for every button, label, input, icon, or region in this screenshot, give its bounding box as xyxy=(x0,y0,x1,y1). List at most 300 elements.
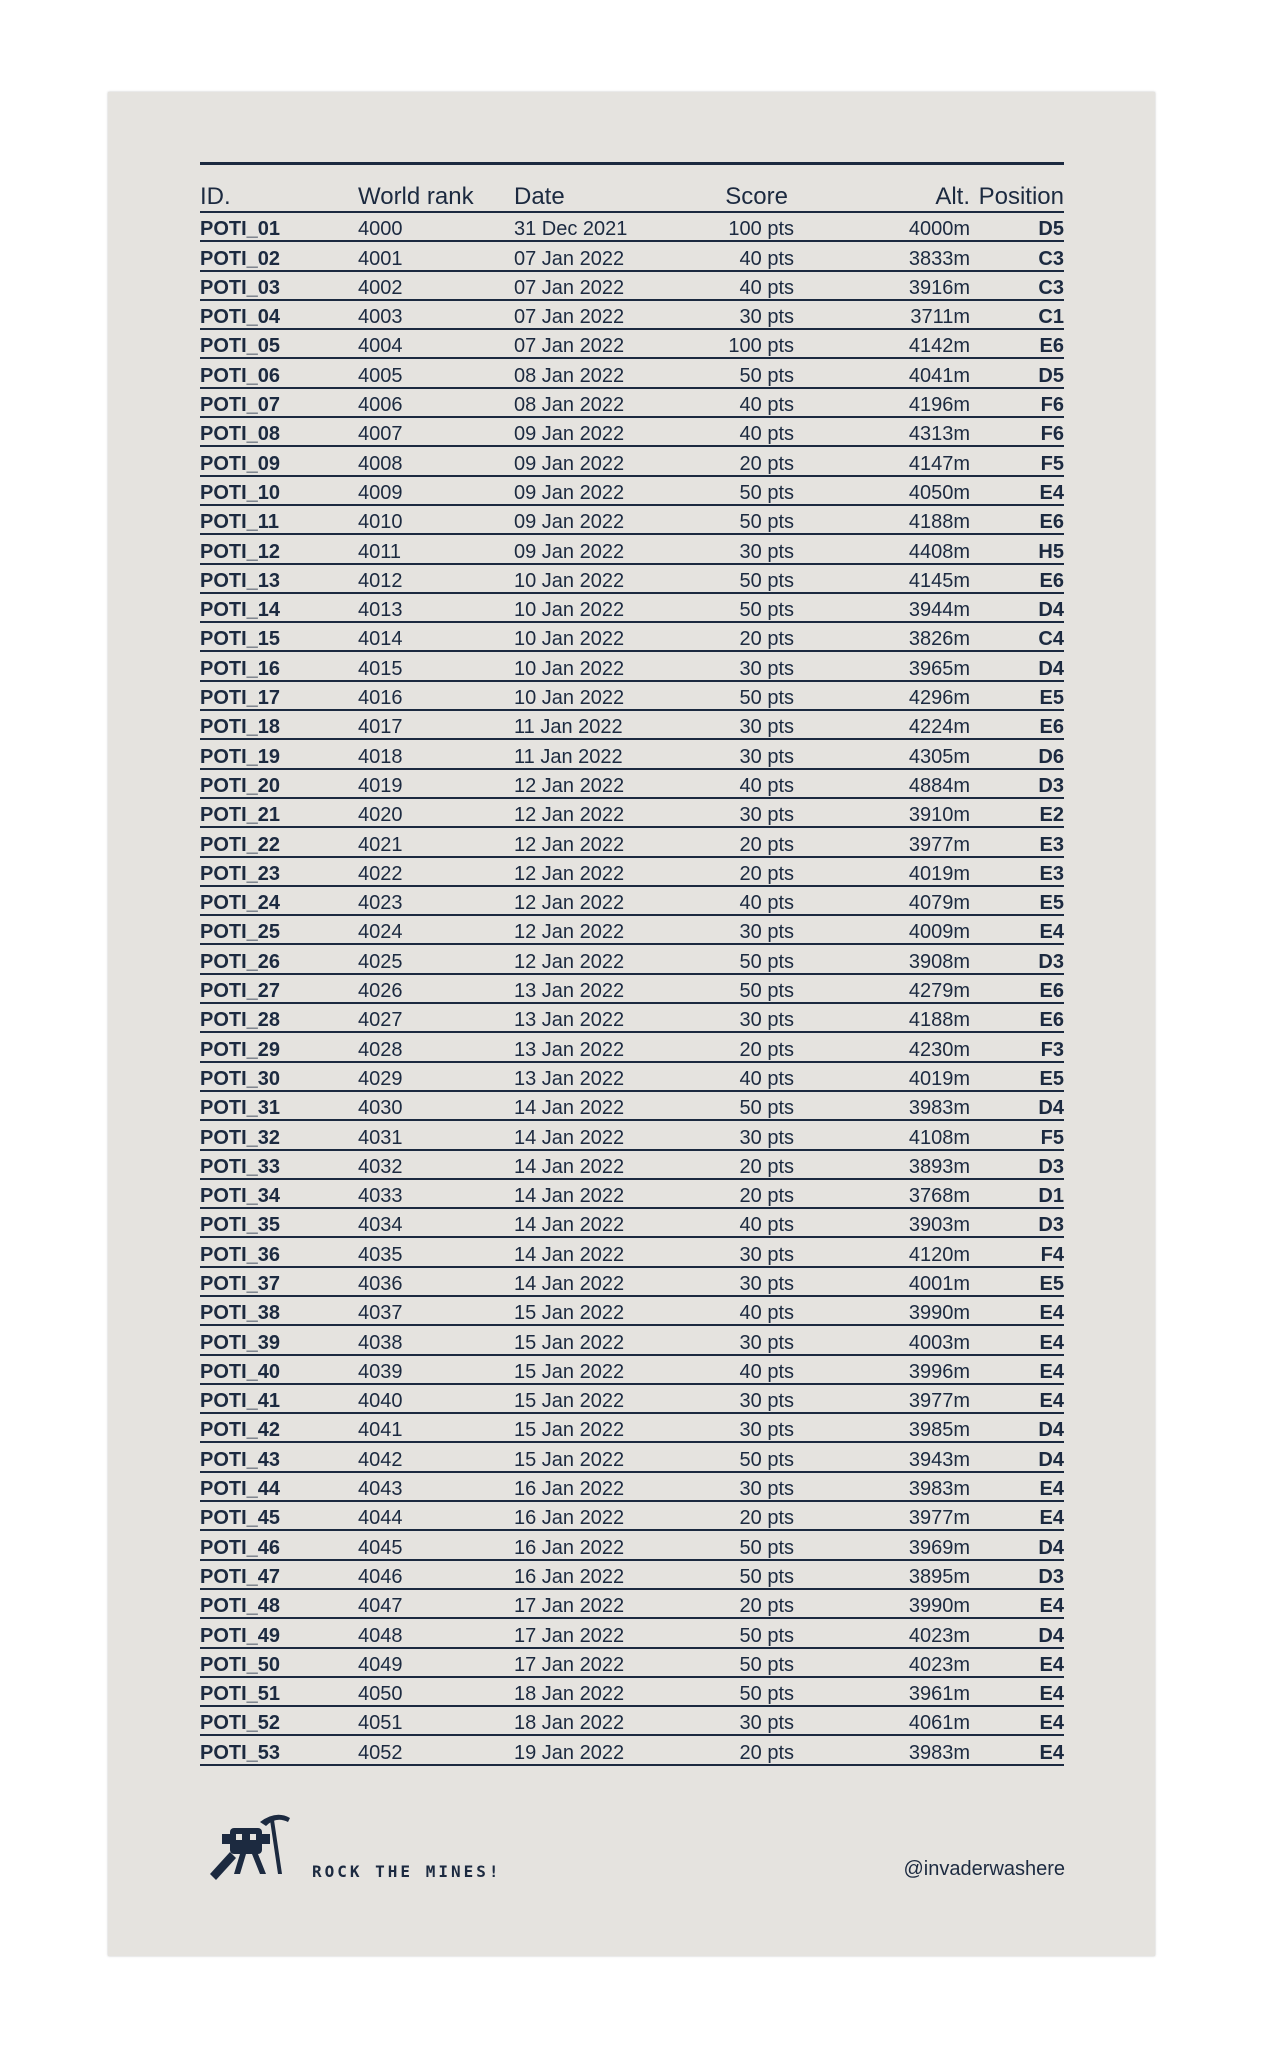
cell-date: 14 Jan 2022 xyxy=(514,1126,625,1149)
cell-score: 30 pts xyxy=(739,540,794,563)
cell-id: POTI_49 xyxy=(200,1624,281,1647)
cell-position: E6 xyxy=(1039,569,1064,592)
cell-world-rank: 4002 xyxy=(358,276,403,299)
cell-score: 20 pts xyxy=(739,1038,794,1061)
cell-date: 31 Dec 2021 xyxy=(514,218,628,241)
cell-date: 13 Jan 2022 xyxy=(514,1009,625,1032)
cell-id: POTI_41 xyxy=(200,1390,281,1413)
cell-world-rank: 4046 xyxy=(358,1565,403,1588)
cell-score: 40 pts xyxy=(739,276,794,299)
cell-world-rank: 4028 xyxy=(358,1038,403,1061)
cell-id: POTI_09 xyxy=(200,452,281,475)
table-row xyxy=(200,477,1064,506)
cell-alt: 4041m xyxy=(908,364,970,387)
table-row xyxy=(200,711,1064,740)
cell-alt: 4884m xyxy=(908,774,970,797)
cell-position: E4 xyxy=(1039,1390,1064,1413)
cell-position: C3 xyxy=(1038,247,1064,270)
cell-world-rank: 4026 xyxy=(358,980,403,1003)
cell-world-rank: 4029 xyxy=(358,1067,403,1090)
cell-date: 08 Jan 2022 xyxy=(514,394,625,417)
cell-date: 13 Jan 2022 xyxy=(514,1038,625,1061)
cell-world-rank: 4048 xyxy=(358,1624,403,1647)
cell-position: F4 xyxy=(1040,1243,1064,1266)
table-row xyxy=(200,799,1064,828)
cell-id: POTI_13 xyxy=(200,569,281,592)
table-row xyxy=(200,1151,1064,1180)
cell-world-rank: 4030 xyxy=(358,1097,403,1120)
table-row xyxy=(200,740,1064,769)
table-row xyxy=(200,1590,1064,1619)
cell-position: D4 xyxy=(1038,1419,1064,1442)
cell-world-rank: 4020 xyxy=(358,804,403,827)
cell-alt: 3977m xyxy=(908,833,970,856)
cell-position: F3 xyxy=(1040,1038,1064,1061)
cell-world-rank: 4041 xyxy=(358,1419,403,1442)
cell-alt: 3944m xyxy=(908,599,970,622)
cell-alt: 3977m xyxy=(908,1390,970,1413)
cell-alt: 4296m xyxy=(908,687,970,710)
cell-alt: 3826m xyxy=(908,628,970,651)
cell-alt: 3768m xyxy=(908,1185,970,1208)
table-row xyxy=(200,1649,1064,1678)
cell-position: E4 xyxy=(1039,1507,1064,1530)
cell-date: 09 Jan 2022 xyxy=(514,481,625,504)
cell-score: 50 pts xyxy=(739,364,794,387)
cell-alt: 4023m xyxy=(908,1653,970,1676)
cell-score: 20 pts xyxy=(739,833,794,856)
cell-score: 50 pts xyxy=(739,687,794,710)
cell-position: D5 xyxy=(1038,218,1064,241)
cell-id: POTI_03 xyxy=(200,276,281,299)
cell-alt: 4408m xyxy=(908,540,970,563)
cell-id: POTI_08 xyxy=(200,423,281,446)
table-row xyxy=(200,887,1064,916)
table-row xyxy=(200,1092,1064,1121)
cell-world-rank: 4016 xyxy=(358,687,403,710)
cell-date: 11 Jan 2022 xyxy=(514,716,623,739)
cell-world-rank: 4005 xyxy=(358,364,403,387)
cell-score: 20 pts xyxy=(739,1595,794,1618)
cell-position: E4 xyxy=(1039,1712,1064,1735)
table-row xyxy=(200,506,1064,535)
table-row xyxy=(200,652,1064,681)
cell-alt: 3985m xyxy=(908,1419,970,1442)
table-row xyxy=(200,1414,1064,1443)
table-row xyxy=(200,1473,1064,1502)
cell-world-rank: 4036 xyxy=(358,1272,403,1295)
cell-date: 07 Jan 2022 xyxy=(514,247,625,270)
cell-date: 10 Jan 2022 xyxy=(514,687,625,710)
cell-world-rank: 4038 xyxy=(358,1331,403,1354)
cell-date: 10 Jan 2022 xyxy=(514,599,625,622)
cell-id: POTI_37 xyxy=(200,1272,281,1295)
table-row xyxy=(200,1707,1064,1736)
cell-world-rank: 4001 xyxy=(358,247,403,270)
cell-alt: 3983m xyxy=(908,1741,970,1764)
cell-position: E6 xyxy=(1039,1009,1064,1032)
cell-alt: 3990m xyxy=(908,1595,970,1618)
cell-date: 15 Jan 2022 xyxy=(514,1448,625,1471)
cell-world-rank: 4012 xyxy=(358,569,403,592)
cell-score: 40 pts xyxy=(739,423,794,446)
cell-date: 14 Jan 2022 xyxy=(514,1214,625,1237)
cell-world-rank: 4000 xyxy=(358,218,403,241)
cell-world-rank: 4021 xyxy=(358,833,403,856)
cell-alt: 3893m xyxy=(908,1155,970,1178)
cell-id: POTI_17 xyxy=(200,687,281,710)
cell-score: 50 pts xyxy=(739,950,794,973)
cell-date: 16 Jan 2022 xyxy=(514,1478,625,1501)
footer-slogan: ROCK THE MINES! xyxy=(312,1862,502,1881)
cell-id: POTI_27 xyxy=(200,980,281,1003)
table-row xyxy=(200,1033,1064,1062)
cell-alt: 4305m xyxy=(908,745,970,768)
cell-alt: 3903m xyxy=(908,1214,970,1237)
cell-position: D3 xyxy=(1038,1565,1064,1588)
cell-world-rank: 4019 xyxy=(358,774,403,797)
table-row xyxy=(200,213,1064,242)
cell-id: POTI_28 xyxy=(200,1009,281,1032)
cell-score: 20 pts xyxy=(739,1155,794,1178)
table-row xyxy=(200,1619,1064,1648)
cell-alt: 4188m xyxy=(908,1009,970,1032)
cell-id: POTI_14 xyxy=(200,599,281,622)
cell-world-rank: 4018 xyxy=(358,745,403,768)
cell-date: 16 Jan 2022 xyxy=(514,1536,625,1559)
cell-id: POTI_07 xyxy=(200,394,281,417)
cell-position: D4 xyxy=(1038,599,1064,622)
cell-alt: 3908m xyxy=(908,950,970,973)
cell-score: 50 pts xyxy=(739,980,794,1003)
cell-score: 100 pts xyxy=(728,218,794,241)
table-row xyxy=(200,975,1064,1004)
cell-date: 12 Jan 2022 xyxy=(514,804,625,827)
cell-world-rank: 4006 xyxy=(358,394,403,417)
cell-date: 15 Jan 2022 xyxy=(514,1360,625,1383)
cell-world-rank: 4014 xyxy=(358,628,403,651)
cell-score: 50 pts xyxy=(739,1536,794,1559)
cell-world-rank: 4049 xyxy=(358,1653,403,1676)
cell-date: 12 Jan 2022 xyxy=(514,892,625,915)
cell-alt: 3965m xyxy=(908,657,970,680)
table-row xyxy=(200,1678,1064,1707)
cell-date: 15 Jan 2022 xyxy=(514,1331,625,1354)
cell-date: 17 Jan 2022 xyxy=(514,1653,625,1676)
cell-id: POTI_53 xyxy=(200,1741,281,1764)
cell-score: 20 pts xyxy=(739,452,794,475)
cell-id: POTI_46 xyxy=(200,1536,281,1559)
cell-score: 30 pts xyxy=(739,1272,794,1295)
score-table xyxy=(200,162,1064,1766)
cell-id: POTI_25 xyxy=(200,921,281,944)
cell-position: F6 xyxy=(1040,423,1064,446)
cell-alt: 4313m xyxy=(908,423,970,446)
cell-date: 16 Jan 2022 xyxy=(514,1565,625,1588)
cell-position: D4 xyxy=(1038,1448,1064,1471)
cell-date: 14 Jan 2022 xyxy=(514,1185,625,1208)
cell-id: POTI_20 xyxy=(200,774,281,797)
cell-id: POTI_10 xyxy=(200,481,281,504)
space-invader-pickaxe-icon xyxy=(200,1804,296,1890)
table-row xyxy=(200,828,1064,857)
cell-position: E4 xyxy=(1039,1331,1064,1354)
cell-alt: 4224m xyxy=(908,716,970,739)
cell-world-rank: 4004 xyxy=(358,335,403,358)
cell-score: 40 pts xyxy=(739,394,794,417)
cell-world-rank: 4003 xyxy=(358,306,403,329)
cell-world-rank: 4010 xyxy=(358,511,403,534)
cell-position: D4 xyxy=(1038,1536,1064,1559)
cell-score: 40 pts xyxy=(739,774,794,797)
cell-date: 12 Jan 2022 xyxy=(514,921,625,944)
cell-id: POTI_21 xyxy=(200,804,281,827)
cell-score: 50 pts xyxy=(739,1565,794,1588)
cell-score: 20 pts xyxy=(739,628,794,651)
table-row xyxy=(200,330,1064,359)
header-score: Score xyxy=(725,183,788,210)
table-row xyxy=(200,1356,1064,1385)
cell-position: E6 xyxy=(1039,335,1064,358)
cell-position: F5 xyxy=(1040,1126,1064,1149)
cell-world-rank: 4052 xyxy=(358,1741,403,1764)
cell-alt: 4050m xyxy=(908,481,970,504)
cell-world-rank: 4035 xyxy=(358,1243,403,1266)
cell-position: E3 xyxy=(1039,833,1064,856)
cell-alt: 4000m xyxy=(908,218,970,241)
cell-id: POTI_35 xyxy=(200,1214,281,1237)
cell-alt: 3977m xyxy=(908,1507,970,1530)
cell-position: E6 xyxy=(1039,511,1064,534)
cell-score: 20 pts xyxy=(739,1185,794,1208)
cell-position: F5 xyxy=(1040,452,1064,475)
cell-id: POTI_52 xyxy=(200,1712,281,1735)
table-row xyxy=(200,1561,1064,1590)
cell-score: 30 pts xyxy=(739,1712,794,1735)
cell-score: 30 pts xyxy=(739,804,794,827)
cell-id: POTI_48 xyxy=(200,1595,281,1618)
cell-alt: 3943m xyxy=(908,1448,970,1471)
cell-id: POTI_44 xyxy=(200,1478,281,1501)
cell-position: D3 xyxy=(1038,1214,1064,1237)
cell-id: POTI_47 xyxy=(200,1565,281,1588)
cell-alt: 4120m xyxy=(908,1243,970,1266)
cell-position: D3 xyxy=(1038,950,1064,973)
cell-position: F6 xyxy=(1040,394,1064,417)
table-row xyxy=(200,1736,1064,1765)
cell-date: 12 Jan 2022 xyxy=(514,774,625,797)
cell-position: D1 xyxy=(1038,1185,1064,1208)
cell-position: D4 xyxy=(1038,657,1064,680)
cell-score: 50 pts xyxy=(739,511,794,534)
table-row xyxy=(200,1531,1064,1560)
cell-id: POTI_40 xyxy=(200,1360,281,1383)
cell-position: E5 xyxy=(1039,1067,1064,1090)
table-body xyxy=(200,213,1064,1766)
cell-score: 20 pts xyxy=(739,862,794,885)
cell-id: POTI_29 xyxy=(200,1038,281,1061)
cell-date: 17 Jan 2022 xyxy=(514,1624,625,1647)
cell-id: POTI_33 xyxy=(200,1155,281,1178)
cell-alt: 3990m xyxy=(908,1302,970,1325)
table-row xyxy=(200,301,1064,330)
cell-date: 14 Jan 2022 xyxy=(514,1243,625,1266)
cell-score: 50 pts xyxy=(739,569,794,592)
cell-world-rank: 4043 xyxy=(358,1478,403,1501)
cell-position: E6 xyxy=(1039,980,1064,1003)
cell-world-rank: 4025 xyxy=(358,950,403,973)
cell-position: E4 xyxy=(1039,1683,1064,1706)
cell-date: 15 Jan 2022 xyxy=(514,1390,625,1413)
table-row xyxy=(200,1004,1064,1033)
table-row xyxy=(200,623,1064,652)
cell-world-rank: 4022 xyxy=(358,862,403,885)
header-alt: Alt. xyxy=(935,183,970,210)
cell-id: POTI_32 xyxy=(200,1126,281,1149)
cell-score: 40 pts xyxy=(739,892,794,915)
cell-alt: 3969m xyxy=(908,1536,970,1559)
cell-position: C3 xyxy=(1038,276,1064,299)
cell-position: E2 xyxy=(1039,804,1064,827)
table-row xyxy=(200,1121,1064,1150)
cell-position: D4 xyxy=(1038,1624,1064,1647)
table-row xyxy=(200,858,1064,887)
cell-world-rank: 4044 xyxy=(358,1507,403,1530)
cell-id: POTI_38 xyxy=(200,1302,281,1325)
cell-alt: 4001m xyxy=(908,1272,970,1295)
cell-position: E5 xyxy=(1039,1272,1064,1295)
cell-alt: 4019m xyxy=(908,862,970,885)
cell-id: POTI_15 xyxy=(200,628,281,651)
cell-date: 17 Jan 2022 xyxy=(514,1595,625,1618)
cell-id: POTI_11 xyxy=(200,511,279,534)
score-card xyxy=(108,92,1155,1956)
cell-id: POTI_50 xyxy=(200,1653,281,1676)
cell-id: POTI_39 xyxy=(200,1331,281,1354)
cell-date: 13 Jan 2022 xyxy=(514,1067,625,1090)
cell-score: 40 pts xyxy=(739,247,794,270)
cell-id: POTI_51 xyxy=(200,1683,281,1706)
cell-position: E6 xyxy=(1039,716,1064,739)
cell-score: 50 pts xyxy=(739,1097,794,1120)
cell-world-rank: 4042 xyxy=(358,1448,403,1471)
cell-position: D3 xyxy=(1038,774,1064,797)
cell-id: POTI_31 xyxy=(200,1097,281,1120)
cell-score: 40 pts xyxy=(739,1302,794,1325)
table-row xyxy=(200,1385,1064,1414)
cell-date: 10 Jan 2022 xyxy=(514,569,625,592)
cell-date: 18 Jan 2022 xyxy=(514,1683,625,1706)
cell-world-rank: 4033 xyxy=(358,1185,403,1208)
cell-id: POTI_23 xyxy=(200,862,281,885)
cell-alt: 4023m xyxy=(908,1624,970,1647)
cell-world-rank: 4047 xyxy=(358,1595,403,1618)
cell-date: 07 Jan 2022 xyxy=(514,306,625,329)
cell-alt: 4108m xyxy=(908,1126,970,1149)
cell-alt: 4196m xyxy=(908,394,970,417)
cell-position: D3 xyxy=(1038,1155,1064,1178)
cell-score: 30 pts xyxy=(739,1243,794,1266)
cell-score: 20 pts xyxy=(739,1741,794,1764)
cell-alt: 4142m xyxy=(908,335,970,358)
cell-alt: 3961m xyxy=(908,1683,970,1706)
table-row xyxy=(200,1502,1064,1531)
cell-world-rank: 4039 xyxy=(358,1360,403,1383)
table-header xyxy=(200,165,1064,213)
table-row xyxy=(200,565,1064,594)
table-row xyxy=(200,1180,1064,1209)
cell-score: 30 pts xyxy=(739,745,794,768)
table-row xyxy=(200,535,1064,564)
cell-world-rank: 4045 xyxy=(358,1536,403,1559)
cell-date: 16 Jan 2022 xyxy=(514,1507,625,1530)
footer-handle: @invaderwashere xyxy=(903,1858,1065,1880)
cell-alt: 3996m xyxy=(908,1360,970,1383)
table-row xyxy=(200,594,1064,623)
cell-alt: 4188m xyxy=(908,511,970,534)
cell-world-rank: 4040 xyxy=(358,1390,403,1413)
cell-score: 20 pts xyxy=(739,1507,794,1530)
header-position: Position xyxy=(978,183,1064,210)
cell-position: E5 xyxy=(1039,892,1064,915)
cell-alt: 4003m xyxy=(908,1331,970,1354)
cell-score: 30 pts xyxy=(739,1419,794,1442)
cell-position: E4 xyxy=(1039,1595,1064,1618)
cell-position: E4 xyxy=(1039,1360,1064,1383)
cell-score: 50 pts xyxy=(739,1653,794,1676)
table-row xyxy=(200,682,1064,711)
cell-id: POTI_26 xyxy=(200,950,281,973)
cell-id: POTI_18 xyxy=(200,716,281,739)
cell-world-rank: 4051 xyxy=(358,1712,403,1735)
cell-alt: 3895m xyxy=(908,1565,970,1588)
cell-alt: 3910m xyxy=(908,804,970,827)
cell-world-rank: 4013 xyxy=(358,599,403,622)
cell-date: 09 Jan 2022 xyxy=(514,452,625,475)
cell-score: 100 pts xyxy=(728,335,794,358)
cell-id: POTI_05 xyxy=(200,335,281,358)
table-row xyxy=(200,418,1064,447)
cell-alt: 4147m xyxy=(908,452,970,475)
cell-date: 08 Jan 2022 xyxy=(514,364,625,387)
cell-date: 10 Jan 2022 xyxy=(514,657,625,680)
cell-world-rank: 4024 xyxy=(358,921,403,944)
table-row xyxy=(200,242,1064,271)
cell-id: POTI_04 xyxy=(200,306,281,329)
cell-position: D4 xyxy=(1038,1097,1064,1120)
cell-alt: 3711m xyxy=(910,306,970,329)
table-row xyxy=(200,272,1064,301)
header-world-rank: World rank xyxy=(358,183,474,210)
cell-score: 30 pts xyxy=(739,1478,794,1501)
cell-position: E4 xyxy=(1039,1302,1064,1325)
cell-world-rank: 4050 xyxy=(358,1683,403,1706)
table-row xyxy=(200,1063,1064,1092)
cell-date: 14 Jan 2022 xyxy=(514,1272,625,1295)
cell-world-rank: 4031 xyxy=(358,1126,403,1149)
cell-date: 12 Jan 2022 xyxy=(514,862,625,885)
cell-id: POTI_02 xyxy=(200,247,281,270)
cell-score: 30 pts xyxy=(739,1331,794,1354)
cell-date: 12 Jan 2022 xyxy=(514,833,625,856)
cell-alt: 4230m xyxy=(908,1038,970,1061)
cell-score: 30 pts xyxy=(739,1390,794,1413)
cell-world-rank: 4027 xyxy=(358,1009,403,1032)
cell-date: 07 Jan 2022 xyxy=(514,335,625,358)
cell-id: POTI_19 xyxy=(200,745,281,768)
cell-date: 09 Jan 2022 xyxy=(514,423,625,446)
cell-position: E5 xyxy=(1039,687,1064,710)
